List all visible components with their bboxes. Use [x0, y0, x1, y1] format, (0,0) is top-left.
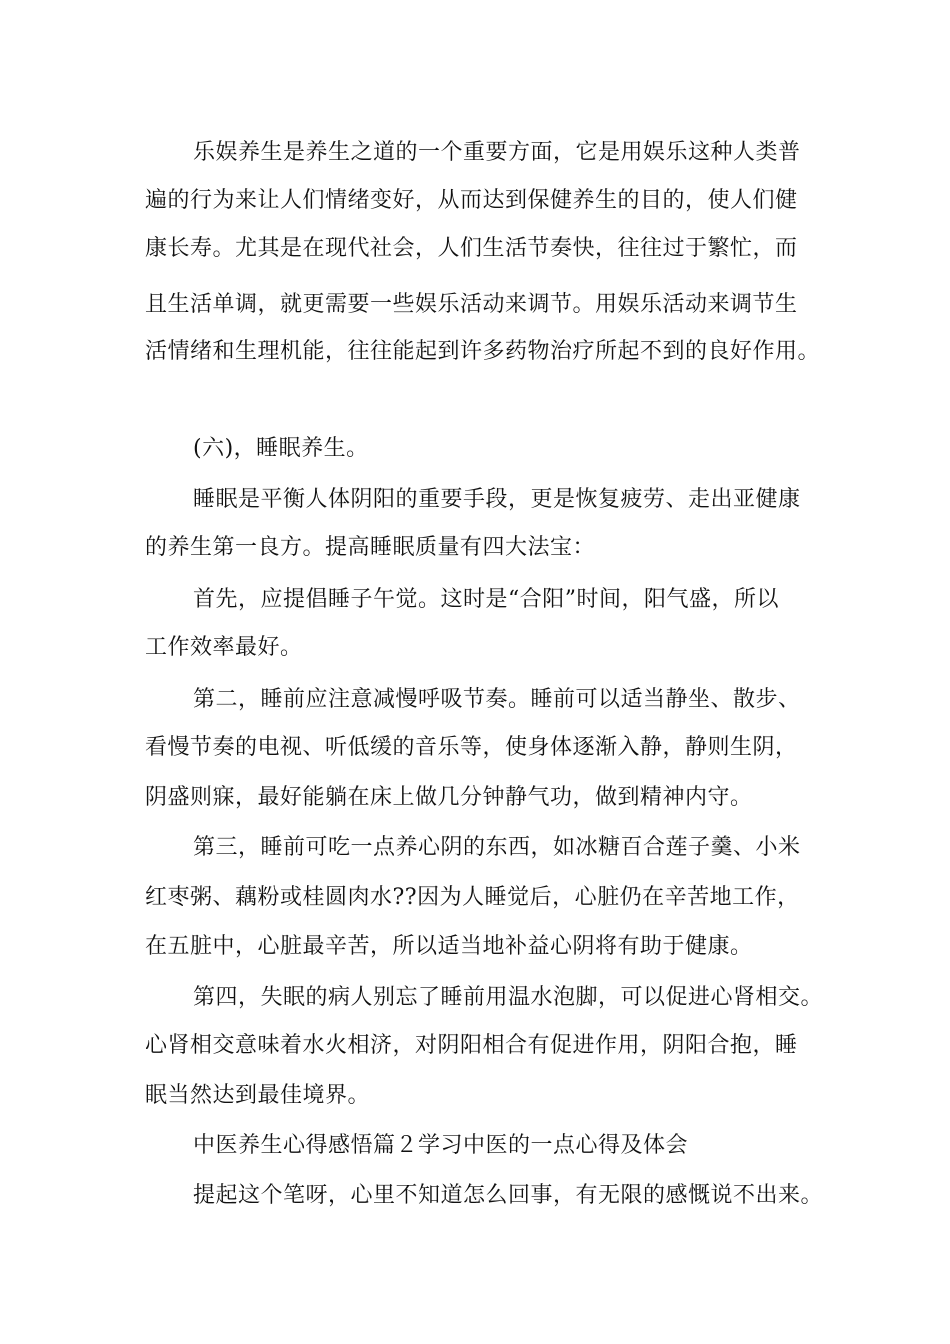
paragraph-3-line-2: 工作效率最好。 [145, 635, 303, 660]
paragraph-4-line-3: 阴盛则寐，最好能躺在床上做几分钟静气功，做到精神内守。 [145, 785, 753, 810]
paragraph-2-line-2: 的养生第一良方。提高睡眠质量有四大法宝： [145, 535, 596, 560]
paragraph-1-line-2: 遍的行为来让人们情绪变好，从而达到保健养生的目的，使人们健 [145, 188, 798, 213]
paragraph-6-line-2: 心肾相交意味着水火相济，对阴阳相合有促进作用，阴阳合抱，睡 [145, 1033, 798, 1058]
paragraph-3-line-1: 首先，应提倡睡子午觉。这时是“合阳”时间，阳气盛，所以 [193, 587, 779, 612]
paragraph-1-line-3: 康长寿。尤其是在现代社会，人们生活节奏快，往往过于繁忙，而 [145, 236, 798, 261]
paragraph-6-line-1: 第四，失眠的病人别忘了睡前用温水泡脚，可以促进心肾相交。 [193, 985, 824, 1010]
paragraph-5-line-1: 第三，睡前可吃一点养心阴的东西，如冰糖百合莲子羹、小米 [193, 835, 801, 860]
paragraph-5-line-2: 红枣粥、藕粉或桂圆肉水??因为人睡觉后，心脏仍在辛苦地工作， [145, 885, 800, 910]
section-heading-sleep: (六)，睡眠养生。 [193, 436, 369, 461]
paragraph-1-line-1: 乐娱养生是养生之道的一个重要方面，它是用娱乐这种人类普 [193, 140, 801, 165]
paragraph-1-line-4: 且生活单调，就更需要一些娱乐活动来调节。用娱乐活动来调节生 [145, 292, 798, 317]
paragraph-6-line-3: 眠当然达到最佳境界。 [145, 1083, 371, 1108]
paragraph-1-line-5: 活情绪和生理机能，往往能起到许多药物治疗所起不到的良好作用。 [145, 339, 821, 364]
paragraph-4-line-2: 看慢节奏的电视、听低缓的音乐等，使身体逐渐入静，静则生阴， [145, 735, 798, 760]
paragraph-7-line-1: 提起这个笔呀，心里不知道怎么回事，有无限的感慨说不出来。 [193, 1183, 824, 1208]
article-title-part-2: 中医养生心得感悟篇２学习中医的一点心得及体会 [193, 1133, 689, 1158]
paragraph-4-line-1: 第二，睡前应注意减慢呼吸节奏。睡前可以适当静坐、散步、 [193, 687, 801, 712]
paragraph-2-line-1: 睡眠是平衡人体阴阳的重要手段，更是恢复疲劳、走出亚健康 [193, 487, 801, 512]
paragraph-5-line-3: 在五脏中，心脏最辛苦，所以适当地补益心阴将有助于健康。 [145, 934, 753, 959]
